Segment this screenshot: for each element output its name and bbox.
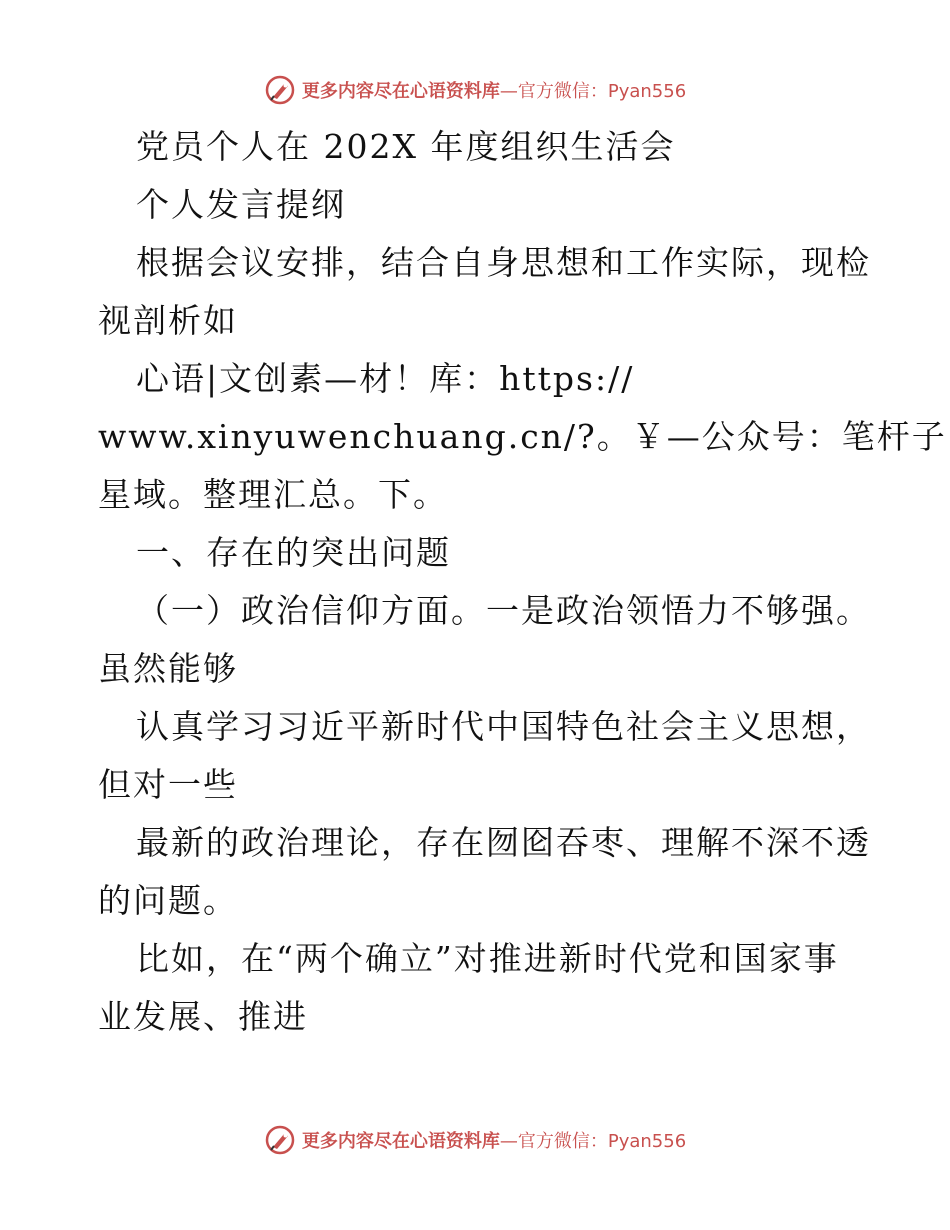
banner-site: 更多内容尽在心语资料库 xyxy=(301,1131,500,1152)
doc-line: 党员个人在 202X 年度组织生活会 xyxy=(136,127,676,166)
banner-wechat-label: 官方微信： xyxy=(517,81,608,102)
doc-line: 的问题。 xyxy=(98,881,238,920)
doc-line: www.xinyuwenchuang.cn/?。￥—公众号：笔杆子 xyxy=(98,417,947,456)
doc-line: 认真学习习近平新时代中国特色社会主义思想， xyxy=(136,707,871,746)
doc-line: 个人发言提纲 xyxy=(136,185,346,224)
doc-line: 业发展、推进 xyxy=(98,997,308,1036)
pen-nib-logo-icon xyxy=(264,74,296,106)
doc-line: 最新的政治理论，存在囫囵吞枣、理解不深不透 xyxy=(136,823,871,862)
banner-separator: — xyxy=(499,81,518,102)
doc-line: 但对一些 xyxy=(98,765,238,804)
banner-separator: — xyxy=(499,1131,518,1152)
banner-text xyxy=(302,77,686,103)
doc-line: 比如，在“两个确立”对推进新时代党和国家事 xyxy=(136,939,839,978)
banner-account: Pyan556 xyxy=(607,1131,687,1152)
banner-text xyxy=(302,1127,686,1153)
footer-watermark-banner xyxy=(0,1120,950,1160)
banner-site: 更多内容尽在心语资料库 xyxy=(301,81,500,102)
banner-account: Pyan556 xyxy=(607,81,687,102)
banner-wechat-label: 官方微信： xyxy=(517,1131,608,1152)
document-body xyxy=(98,118,947,1046)
doc-line: 星域。整理汇总。下。 xyxy=(98,475,448,514)
doc-line: 心语|文创素—材！库：https:// xyxy=(136,359,635,398)
doc-line: 视剖析如 xyxy=(98,301,238,340)
doc-line: 一、存在的突出问题 xyxy=(136,533,451,572)
doc-line: 根据会议安排，结合自身思想和工作实际，现检 xyxy=(136,243,871,282)
pen-nib-logo-icon xyxy=(264,1124,296,1156)
doc-line: 虽然能够 xyxy=(98,649,238,688)
doc-line: （一）政治信仰方面。一是政治领悟力不够强。 xyxy=(136,591,871,630)
header-watermark-banner xyxy=(0,70,950,110)
